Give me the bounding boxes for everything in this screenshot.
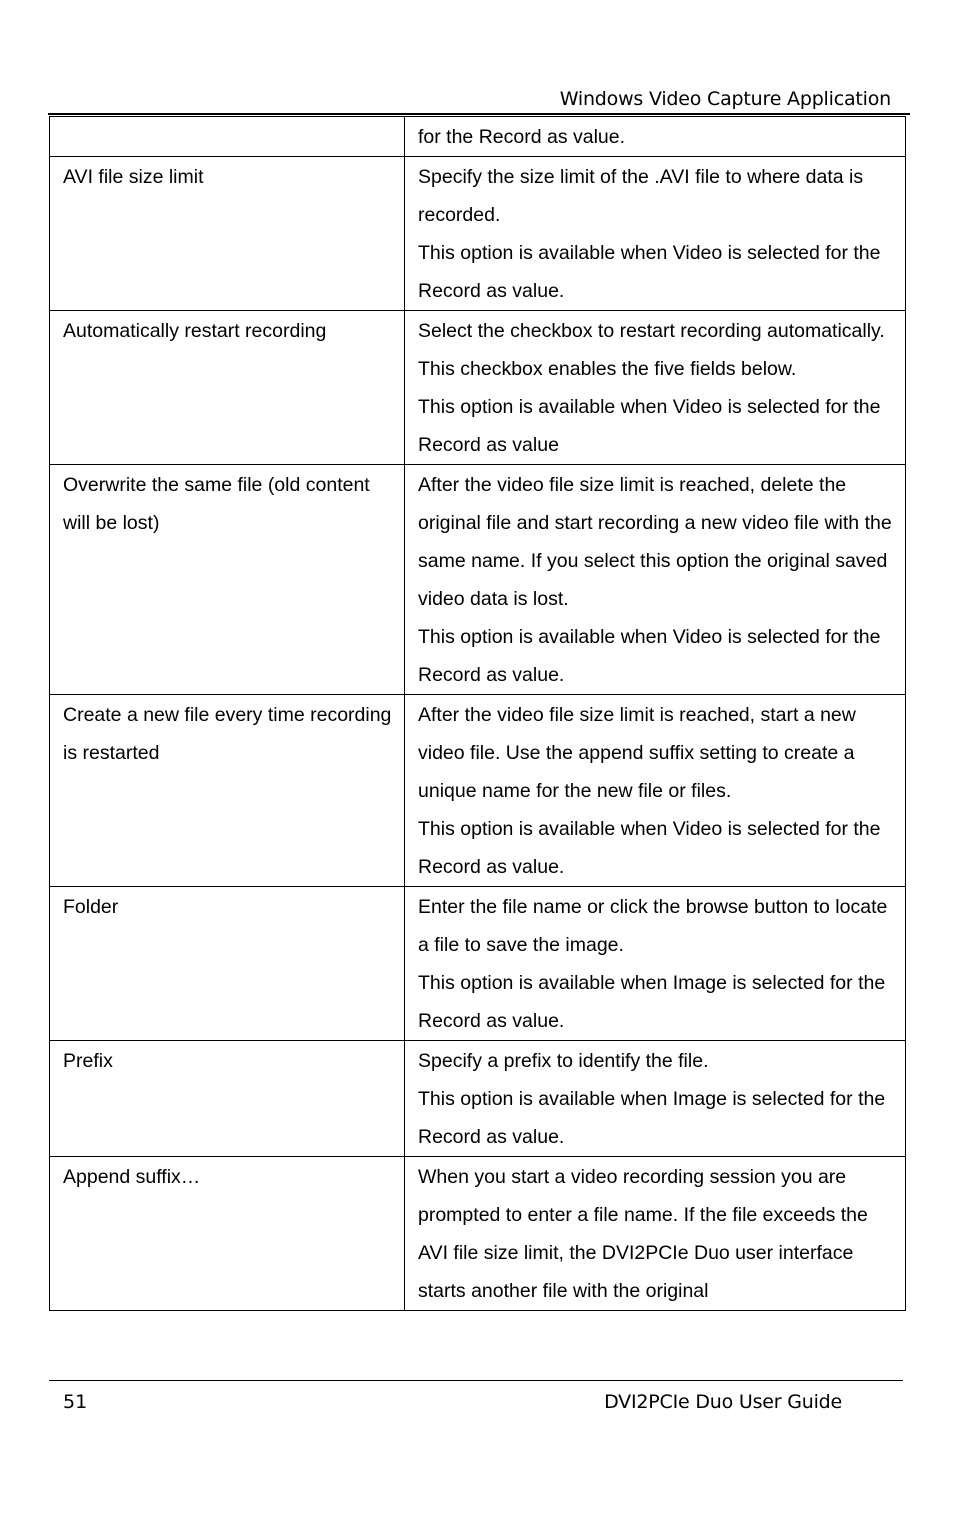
description-cell [405, 157, 906, 311]
page-number: 51 [63, 1391, 88, 1413]
header-rule [48, 113, 910, 115]
description-paragraph: This option is available when Video is selected for the Record as value. [418, 818, 881, 878]
running-header: Windows Video Capture Application [559, 88, 891, 110]
table-row [50, 311, 906, 465]
description-paragraph: for the Record as value. [418, 126, 626, 148]
table-row [50, 1157, 906, 1311]
table-row [50, 157, 906, 311]
options-table [49, 116, 906, 1311]
options-table-body [50, 117, 906, 1311]
description-paragraph: Specify a prefix to identify the file. [418, 1050, 709, 1072]
description-paragraph: Enter the file name or click the browse button to locate a file to save the image. [418, 896, 888, 956]
table-row [50, 695, 906, 887]
setting-name-cell: AVI file size limit [50, 157, 405, 311]
setting-name-cell: Folder [50, 887, 405, 1041]
description-paragraph: This option is available when Image is selected for the Record as value. [418, 972, 886, 1032]
description-cell [405, 1041, 906, 1157]
description-cell [405, 887, 906, 1041]
description-paragraph: When you start a video recording session you are prompted to enter a file name. If the file exceeds the AVI file size limit, the DVI2PCIe Duo user interface starts another file with the original [418, 1166, 868, 1302]
description-paragraph: After the video file size limit is reached, start a new video file. Use the append suffix setting to create a unique name for the new file or files. [418, 704, 856, 802]
setting-name-cell: Append suffix… [50, 1157, 405, 1311]
description-cell [405, 311, 906, 465]
setting-name-cell: Overwrite the same file (old content will be lost) [50, 465, 405, 695]
description-cell [405, 695, 906, 887]
description-paragraph: This option is available when Video is selected for the Record as value. [418, 626, 881, 686]
table-row [50, 117, 906, 157]
setting-name-cell: Automatically restart recording [50, 311, 405, 465]
description-cell [405, 117, 906, 157]
table-row [50, 465, 906, 695]
table-row [50, 887, 906, 1041]
description-paragraph: This option is available when Image is selected for the Record as value. [418, 1088, 886, 1148]
description-paragraph: After the video file size limit is reached, delete the original file and start recording a new video file with the same name. If you select this option the original saved video data is lost. [418, 474, 892, 610]
description-paragraph: Select the checkbox to restart recording automatically. This checkbox enables the five fields below. [418, 320, 885, 380]
description-paragraph: Specify the size limit of the .AVI file to where data is recorded. [418, 166, 864, 226]
setting-name-cell [50, 117, 405, 157]
description-cell [405, 465, 906, 695]
description-paragraph: This option is available when Video is selected for the Record as value [418, 396, 881, 456]
setting-name-cell: Prefix [50, 1041, 405, 1157]
setting-name-cell: Create a new file every time recording is restarted [50, 695, 405, 887]
table-row [50, 1041, 906, 1157]
description-cell [405, 1157, 906, 1311]
document-title: DVI2PCIe Duo User Guide [604, 1391, 842, 1413]
footer-rule [49, 1380, 903, 1381]
description-paragraph: This option is available when Video is selected for the Record as value. [418, 242, 881, 302]
